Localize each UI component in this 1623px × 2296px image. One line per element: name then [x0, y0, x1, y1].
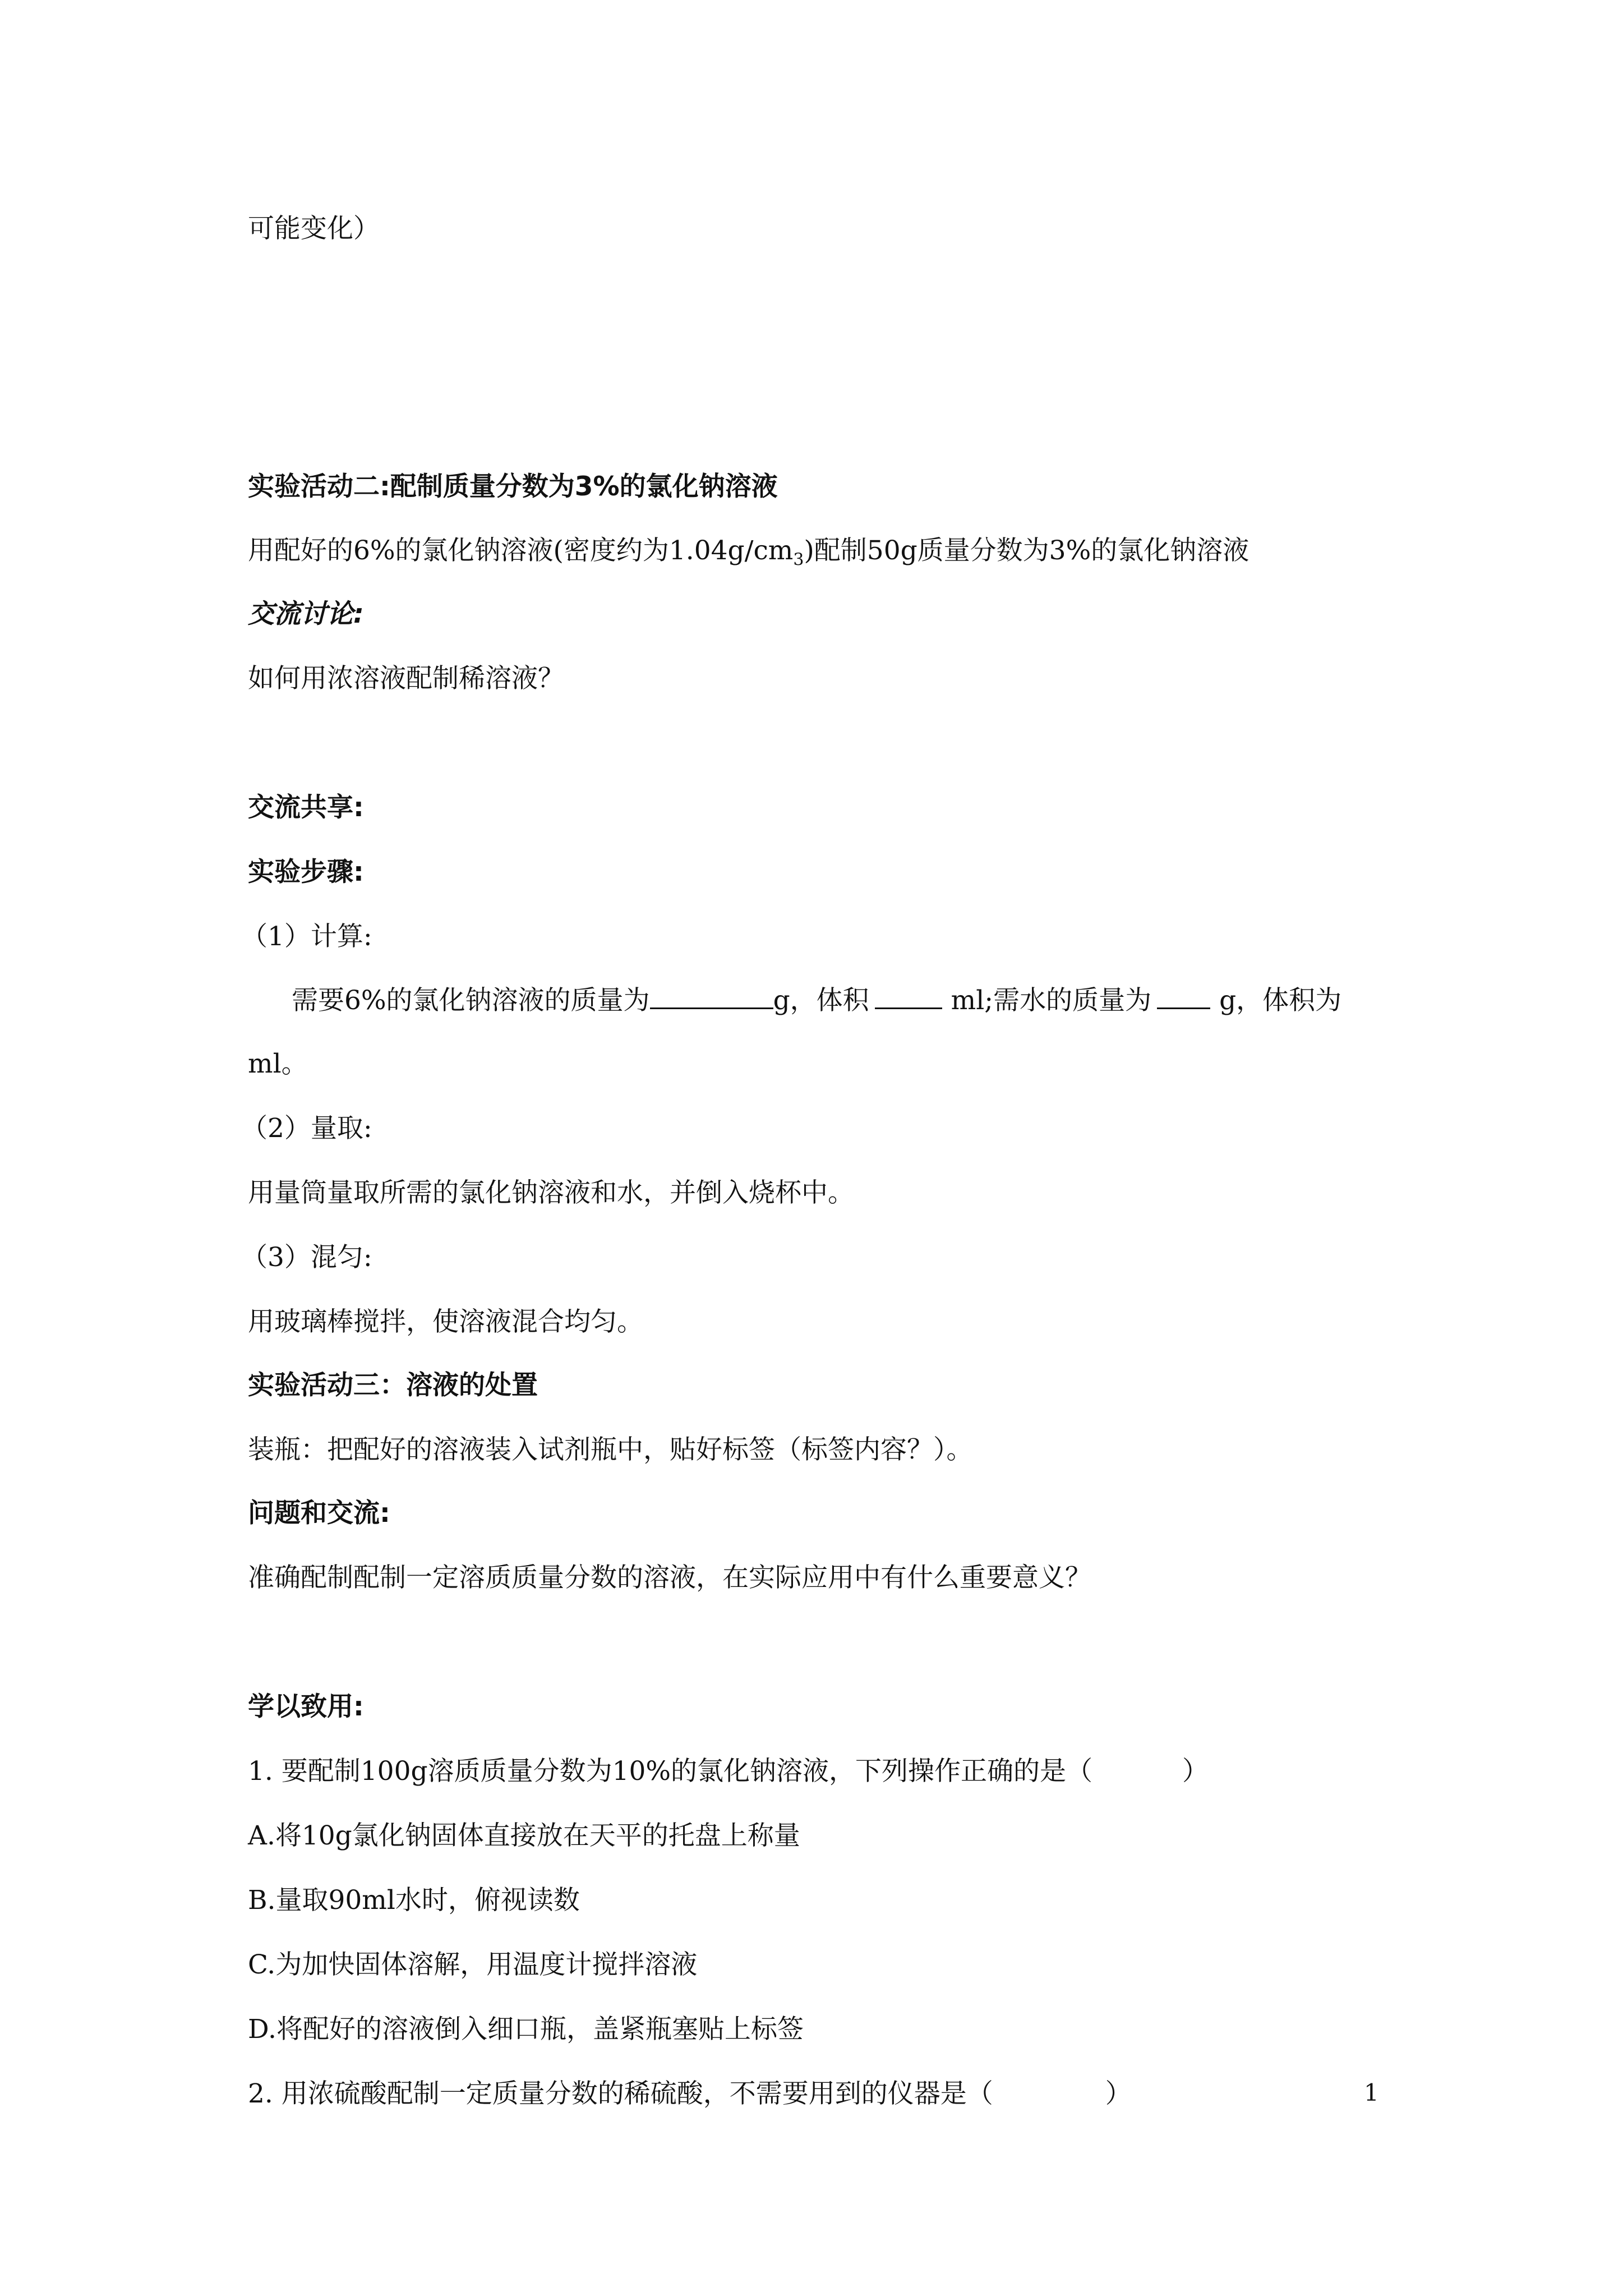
- page-number: 1: [1364, 2079, 1379, 2106]
- text-line: ml。: [248, 1048, 308, 1079]
- text-fragment: 用配好的6%的氯化钠溶液(密度约为1.04g/cm: [248, 535, 794, 566]
- option: A.将10g氯化钠固体直接放在天平的托盘上称量: [248, 1820, 800, 1851]
- text-line: 用玻璃棒搅拌，使溶液混合均匀。: [248, 1306, 643, 1337]
- step-label: （3）混匀:: [241, 1242, 372, 1273]
- text-line: 如何用浓溶液配制稀溶液？: [248, 663, 564, 694]
- option: C.为加快固体溶解，用温度计搅拌溶液: [248, 1949, 698, 1980]
- text-line: [248, 534, 1249, 577]
- text-fragment: 需要6%的氯化钠溶液的质量为: [292, 985, 650, 1016]
- text-line: 可能变化）: [248, 213, 380, 244]
- text-fragment: ）: [1182, 1756, 1209, 1787]
- option: B.量取90ml水时，俯视读数: [248, 1885, 580, 1916]
- subheading: 问题和交流:: [248, 1498, 390, 1529]
- subheading: 交流讨论:: [248, 599, 364, 629]
- subheading: 学以致用:: [248, 1691, 364, 1722]
- calculation-line: [292, 983, 1341, 1018]
- step-label: （2）量取:: [241, 1113, 372, 1144]
- text-fragment: 1. 要配制100g溶质质量分数为10%的氯化钠溶液，下列操作正确的是（: [248, 1756, 1093, 1787]
- subheading: 实验步骤:: [248, 857, 364, 887]
- question: [248, 1755, 1209, 1788]
- step-label: （1）计算:: [241, 921, 372, 952]
- text-fragment: ）: [1105, 2078, 1132, 2109]
- answer-blank[interactable]: [875, 983, 942, 1009]
- option: D.将配好的溶液倒入细口瓶，盖紧瓶塞贴上标签: [248, 2014, 804, 2045]
- section-heading: 实验活动二:配制质量分数为3%的氯化钠溶液: [248, 471, 778, 502]
- text-line: 准确配制配制一定溶质质量分数的溶液，在实际应用中有什么重要意义？: [248, 1562, 1091, 1593]
- text-fragment: ml;需水的质量为: [951, 985, 1152, 1016]
- text-fragment: )配制50g质量分数为3%的氯化钠溶液: [804, 535, 1249, 566]
- answer-blank[interactable]: [1157, 983, 1210, 1009]
- subscript: 3: [793, 550, 804, 570]
- question: [248, 2077, 1132, 2111]
- text-line: 用量筒量取所需的氯化钠溶液和水，并倒入烧杯中。: [248, 1177, 854, 1208]
- answer-blank[interactable]: [650, 983, 773, 1009]
- text-fragment: g，体积为: [1219, 985, 1342, 1016]
- text-fragment: g，体积: [773, 985, 869, 1016]
- text-fragment: 2. 用浓硫酸配制一定质量分数的稀硫酸，不需要用到的仪器是（: [248, 2078, 993, 2109]
- text-line: 装瓶：把配好的溶液装入试剂瓶中，贴好标签（标签内容？）。: [248, 1434, 973, 1465]
- subheading: 交流共享:: [248, 792, 364, 823]
- section-heading: 实验活动三：溶液的处置: [248, 1370, 538, 1401]
